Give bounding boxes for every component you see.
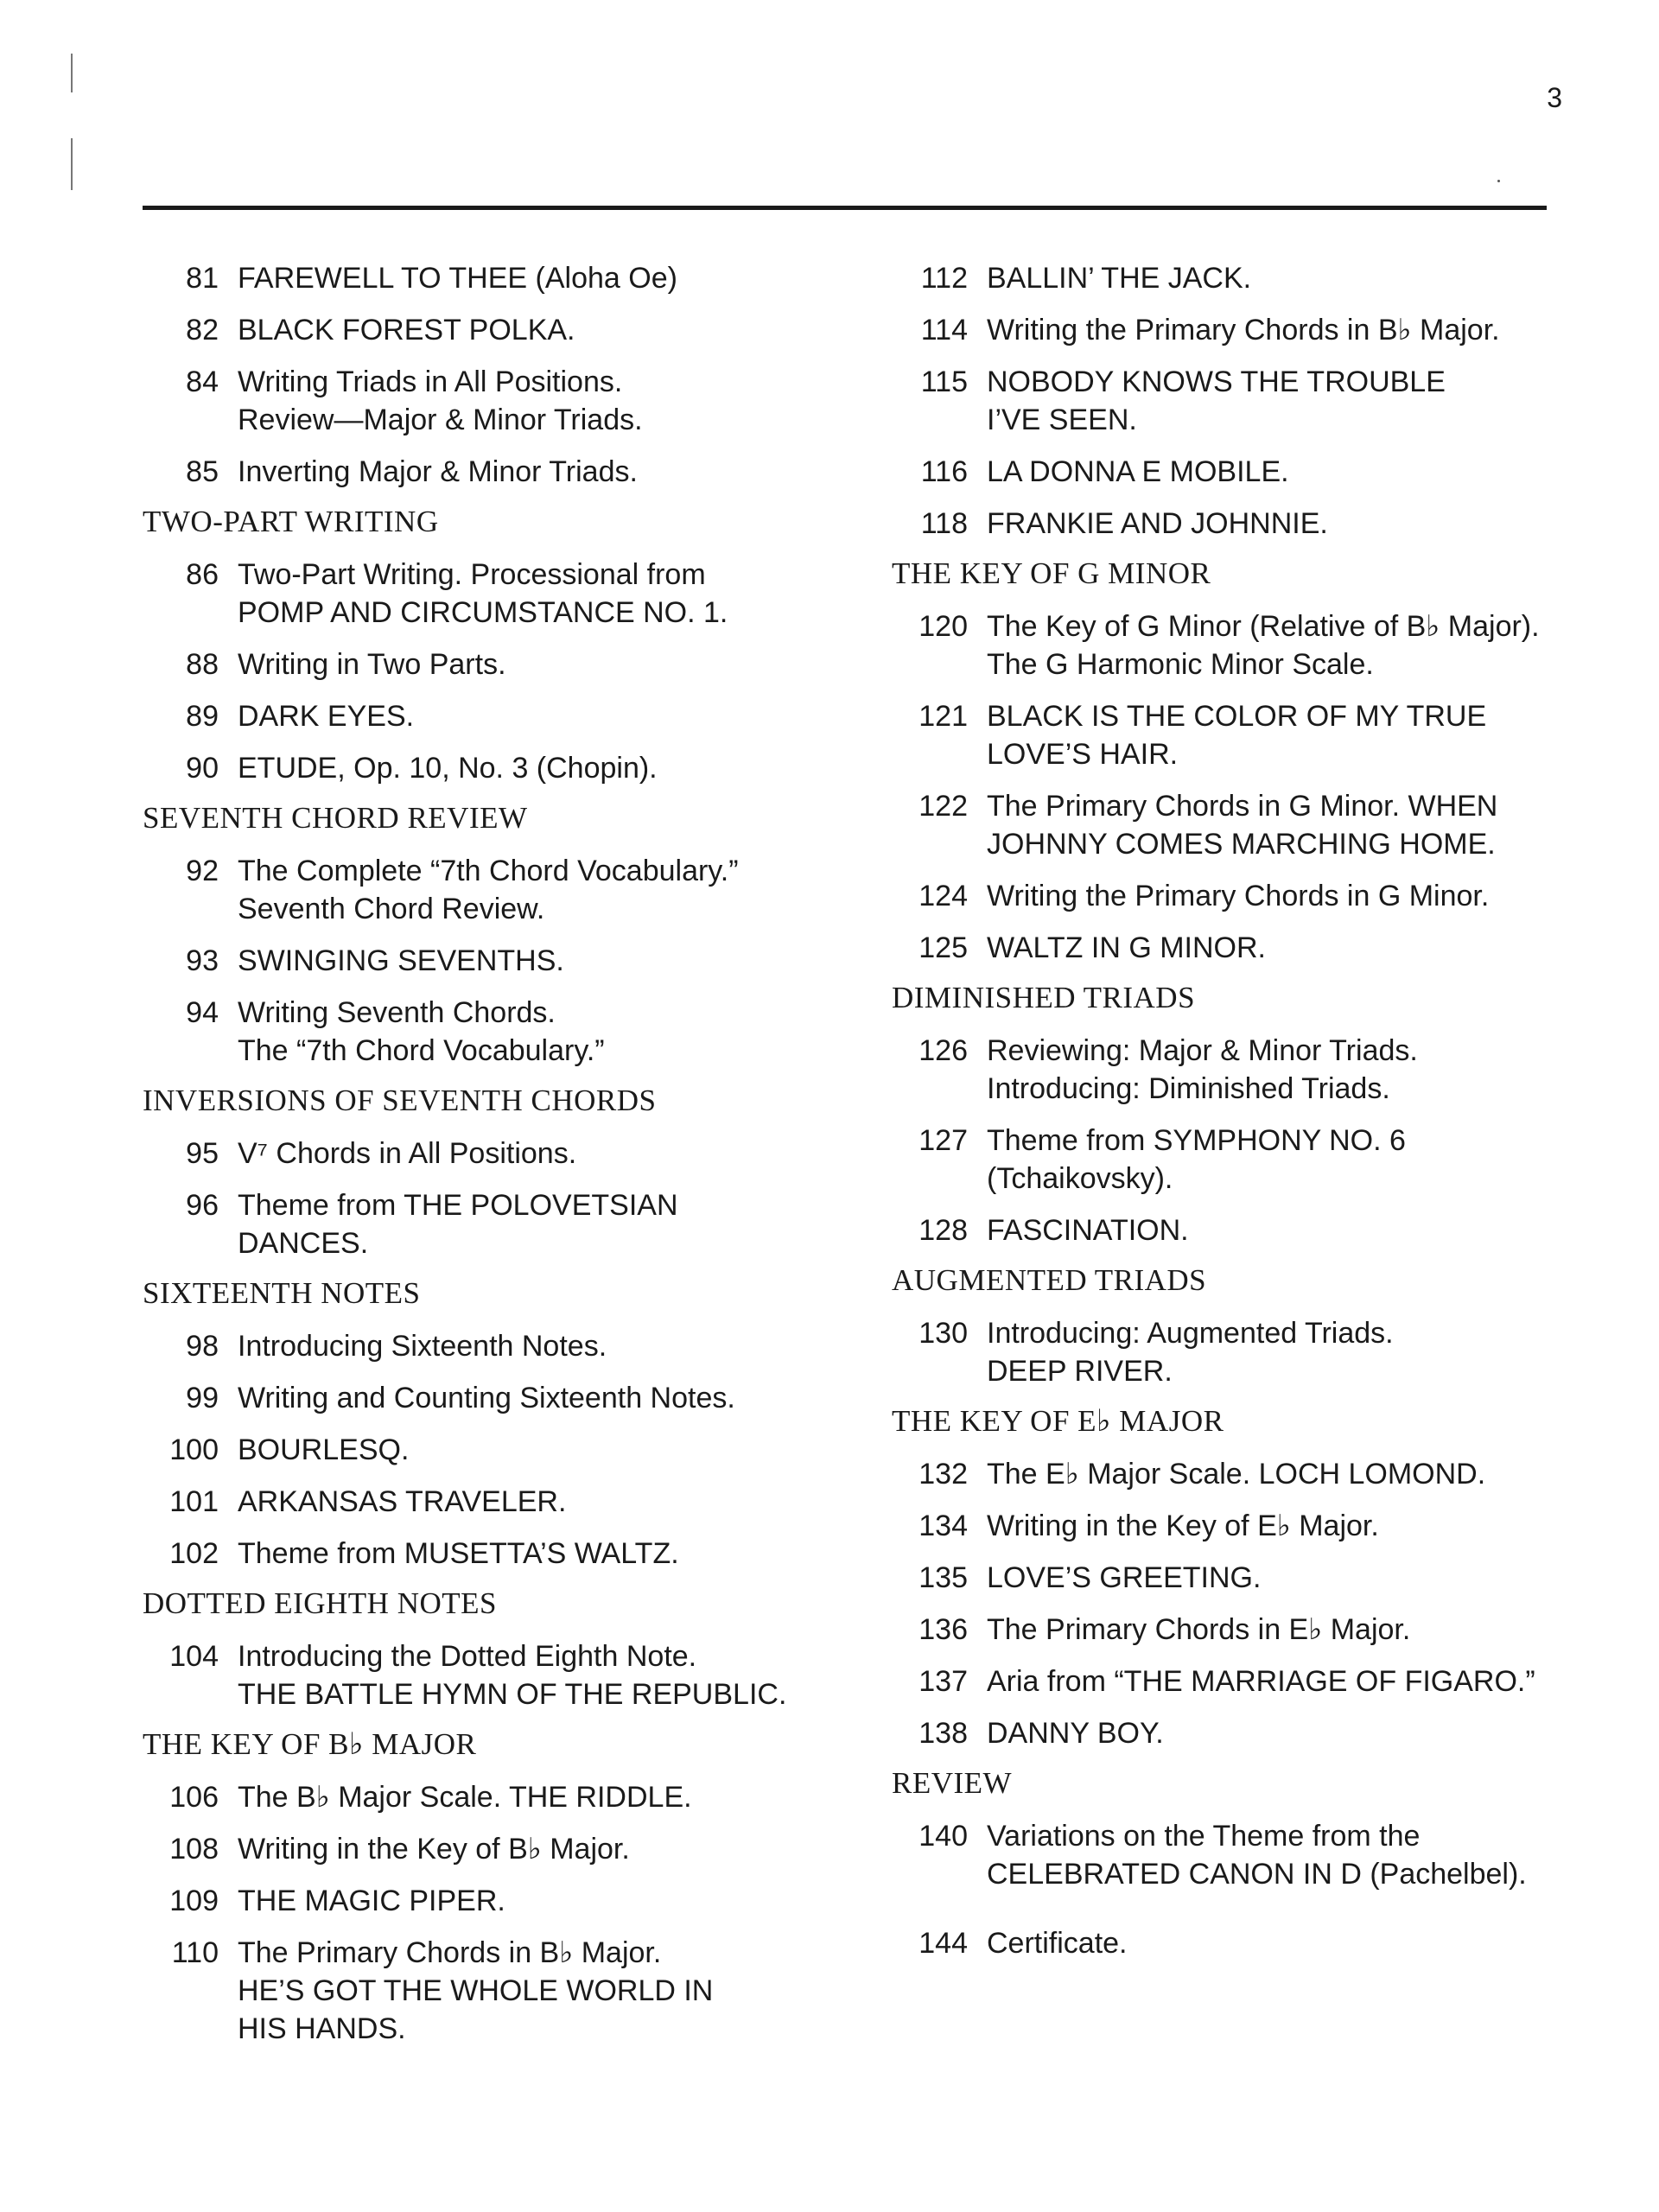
entry-title	[987, 1507, 1573, 1545]
page-ref-number: 85	[186, 455, 219, 488]
toc-entry	[141, 1483, 867, 1521]
entry-title	[238, 852, 867, 928]
toc-entry	[890, 505, 1573, 543]
entry-title	[987, 1559, 1573, 1597]
page-ref-number: 140	[918, 1820, 968, 1853]
toc-entry	[141, 1535, 867, 1573]
entry-title-line: Writing in the Key of B♭ Major.	[238, 1833, 630, 1866]
entry-title-line: The E♭ Major Scale. LOCH LOMOND.	[987, 1458, 1486, 1491]
entry-title-line: THE BATTLE HYMN OF THE REPUBLIC.	[238, 1678, 787, 1711]
entry-title-line: Introducing the Dotted Eighth Note.	[238, 1640, 697, 1673]
entry-title-line: HIS HANDS.	[238, 2012, 406, 2045]
entry-title-line: BLACK IS THE COLOR OF MY TRUE	[987, 700, 1487, 733]
entry-title-line: Inverting Major & Minor Triads.	[238, 455, 638, 488]
entry-title-line: Writing the Primary Chords in G Minor.	[987, 880, 1490, 912]
toc-entry	[890, 1611, 1573, 1649]
entry-title-line: THE MAGIC PIPER.	[238, 1885, 505, 1917]
toc-entry	[141, 697, 867, 735]
toc-entry	[890, 363, 1573, 439]
entry-title-line: LA DONNA E MOBILE.	[987, 455, 1289, 488]
section-heading: TWO-PART WRITING	[143, 505, 439, 538]
entry-title-line: Two-Part Writing. Processional from	[238, 558, 706, 591]
entry-title-line: DANCES.	[238, 1227, 369, 1260]
page-ref-number: 96	[186, 1189, 219, 1222]
entry-title-line: BLACK FOREST POLKA.	[238, 314, 575, 346]
toc-entry	[141, 749, 867, 787]
entry-title-line: The Primary Chords in E♭ Major.	[987, 1613, 1411, 1646]
toc-entry	[890, 1314, 1573, 1390]
page-ref-number: 106	[169, 1781, 219, 1814]
entry-title	[238, 1186, 867, 1262]
toc-entry	[890, 787, 1573, 863]
entry-title	[987, 877, 1573, 915]
toc-entry	[141, 1135, 867, 1173]
page-ref-number: 130	[918, 1317, 968, 1350]
entry-title-line: ETUDE, Op. 10, No. 3 (Chopin).	[238, 752, 658, 785]
entry-title-line: LOVE’S GREETING.	[987, 1561, 1262, 1594]
entry-title-line: BOURLESQ.	[238, 1433, 410, 1466]
page-ref-number: 88	[186, 648, 219, 681]
entry-title	[987, 1817, 1573, 1893]
toc-entry	[141, 453, 867, 491]
scan-speck	[1497, 180, 1500, 182]
page-ref-number: 128	[918, 1214, 968, 1247]
entry-title	[987, 1714, 1573, 1752]
entry-title	[987, 929, 1573, 967]
page-ref-number: 110	[171, 1936, 219, 1969]
page-ref-number: 104	[169, 1640, 219, 1673]
entry-title	[987, 453, 1573, 491]
page-number: 3	[1547, 82, 1562, 113]
entry-title	[987, 1611, 1573, 1649]
entry-title	[987, 363, 1573, 439]
entry-title-line: LOVE’S HAIR.	[987, 738, 1179, 771]
toc-entry	[141, 1934, 867, 2048]
toc-entry	[141, 1778, 867, 1816]
entry-title-line: Seventh Chord Review.	[238, 893, 545, 925]
entry-title-line: The Complete “7th Chord Vocabulary.”	[238, 855, 739, 887]
page-ref-number: 101	[169, 1485, 219, 1518]
entry-title-line: Introducing: Augmented Triads.	[987, 1317, 1394, 1350]
page-ref-number: 127	[918, 1124, 968, 1157]
entry-title	[238, 1379, 867, 1417]
page-ref-number: 115	[920, 365, 968, 398]
toc-entry	[141, 1379, 867, 1417]
entry-title-line: POMP AND CIRCUMSTANCE NO. 1.	[238, 596, 728, 629]
toc-entry	[890, 1122, 1573, 1198]
toc-entry	[890, 1507, 1573, 1545]
toc-entry	[890, 453, 1573, 491]
entry-title	[238, 556, 867, 632]
section-heading: DOTTED EIGHTH NOTES	[143, 1586, 497, 1620]
entry-title-line: The Key of G Minor (Relative of B♭ Major).	[987, 610, 1540, 643]
section-heading: THE KEY OF B♭ MAJOR	[143, 1727, 477, 1761]
page-ref-number: 94	[186, 996, 219, 1029]
toc-entry	[141, 1327, 867, 1365]
entry-title	[987, 1662, 1573, 1700]
page-ref-number: 89	[186, 700, 219, 733]
entry-title	[238, 1778, 867, 1816]
entry-title-line: JOHNNY COMES MARCHING HOME.	[987, 828, 1496, 861]
entry-title-line: DARK EYES.	[238, 700, 415, 733]
section-heading: INVERSIONS OF SEVENTH CHORDS	[143, 1084, 657, 1117]
page-ref-number: 82	[186, 314, 219, 346]
entry-title	[238, 994, 867, 1070]
entry-title	[238, 697, 867, 735]
toc-entry	[141, 994, 867, 1070]
entry-title-line: I’VE SEEN.	[987, 404, 1137, 436]
entry-title-line: The Primary Chords in B♭ Major.	[238, 1936, 662, 1969]
toc-entry	[141, 1882, 867, 1920]
page-ref-number: 126	[918, 1034, 968, 1067]
toc-right-column	[890, 259, 1573, 1976]
toc-entry	[141, 1186, 867, 1262]
entry-title-line: Introducing: Diminished Triads.	[987, 1072, 1390, 1105]
page-ref-number: 122	[918, 790, 968, 823]
section-heading: THE KEY OF G MINOR	[892, 556, 1211, 590]
entry-title-line: CELEBRATED CANON IN D (Pachelbel).	[987, 1858, 1527, 1891]
page-ref-number: 109	[169, 1885, 219, 1917]
section-heading: REVIEW	[892, 1766, 1013, 1800]
page-ref-number: 90	[186, 752, 219, 785]
entry-title-line: Variations on the Theme from the	[987, 1820, 1421, 1853]
entry-title	[238, 645, 867, 683]
entry-title	[987, 311, 1573, 349]
page-ref-number: 108	[169, 1833, 219, 1866]
entry-title-line: Reviewing: Major & Minor Triads.	[987, 1034, 1418, 1067]
toc-entry	[890, 1032, 1573, 1108]
entry-title-line: ARKANSAS TRAVELER.	[238, 1485, 567, 1518]
binding-mark-top	[71, 54, 73, 92]
entry-title-line: Review—Major & Minor Triads.	[238, 404, 643, 436]
page-ref-number: 134	[918, 1510, 968, 1542]
entry-title-line: FRANKIE AND JOHNNIE.	[987, 507, 1328, 540]
toc-entry	[141, 1431, 867, 1469]
entry-title	[987, 1455, 1573, 1493]
entry-title-line: Theme from SYMPHONY NO. 6	[987, 1124, 1406, 1157]
entry-title-line: WALTZ IN G MINOR.	[987, 931, 1266, 964]
entry-title-line: BALLIN’ THE JACK.	[987, 262, 1252, 295]
entry-title-line: Theme from MUSETTA’S WALTZ.	[238, 1537, 679, 1570]
page-ref-number: 86	[186, 558, 219, 591]
entry-title-line: NOBODY KNOWS THE TROUBLE	[987, 365, 1446, 398]
entry-title	[238, 363, 867, 439]
toc-left-column	[141, 259, 867, 2062]
entry-title	[238, 1135, 867, 1173]
toc-entry	[890, 1924, 1573, 1962]
page-ref-number: 118	[920, 507, 968, 540]
entry-title	[987, 505, 1573, 543]
section-heading: SEVENTH CHORD REVIEW	[143, 801, 528, 835]
page-ref-number: 137	[918, 1665, 968, 1698]
page-ref-number: 102	[169, 1537, 219, 1570]
entry-title-line: The B♭ Major Scale. THE RIDDLE.	[238, 1781, 692, 1814]
entry-title-line: Writing in Two Parts.	[238, 648, 506, 681]
toc-entry	[890, 1662, 1573, 1700]
page-ref-number: 144	[918, 1927, 968, 1960]
entry-title	[987, 1314, 1573, 1390]
toc-entry	[141, 1637, 867, 1713]
toc-entry	[141, 852, 867, 928]
entry-title-line: Theme from THE POLOVETSIAN	[238, 1189, 678, 1222]
entry-title	[238, 1934, 867, 2048]
page-ref-number: 100	[169, 1433, 219, 1466]
toc-entry	[141, 311, 867, 349]
toc-entry	[141, 1830, 867, 1868]
entry-title	[238, 1882, 867, 1920]
page-ref-number: 135	[918, 1561, 968, 1594]
toc-entry	[141, 556, 867, 632]
page-ref-number: 114	[920, 314, 968, 346]
page-ref-number: 125	[918, 931, 968, 964]
page-ref-number: 93	[186, 944, 219, 977]
entry-title-line: Writing Seventh Chords.	[238, 996, 556, 1029]
entry-title-line: (Tchaikovsky).	[987, 1162, 1173, 1195]
entry-title-line: The Primary Chords in G Minor. WHEN	[987, 790, 1498, 823]
entry-title-line: The G Harmonic Minor Scale.	[987, 648, 1374, 681]
page-ref-number: 132	[918, 1458, 968, 1491]
entry-title	[987, 1211, 1573, 1249]
entry-title-line: Writing Triads in All Positions.	[238, 365, 623, 398]
toc-entry	[890, 607, 1573, 683]
section-heading: AUGMENTED TRIADS	[892, 1263, 1207, 1297]
entry-title	[238, 749, 867, 787]
entry-title	[238, 1327, 867, 1365]
toc-entry	[890, 929, 1573, 967]
entry-title	[238, 942, 867, 980]
entry-title	[987, 1122, 1573, 1198]
page-ref-number: 121	[918, 700, 968, 733]
toc-entry	[890, 259, 1573, 297]
entry-title-line: V⁷ Chords in All Positions.	[238, 1137, 577, 1170]
toc-entry	[890, 1211, 1573, 1249]
page-ref-number: 92	[186, 855, 219, 887]
entry-title	[238, 259, 867, 297]
entry-title-line: The “7th Chord Vocabulary.”	[238, 1034, 605, 1067]
page-ref-number: 84	[186, 365, 219, 398]
entry-title-line: FAREWELL TO THEE (Aloha Oe)	[238, 262, 677, 295]
section-heading: DIMINISHED TRIADS	[892, 981, 1196, 1014]
binding-mark-bottom	[71, 138, 73, 190]
toc-entry	[890, 697, 1573, 773]
page-ref-number: 116	[920, 455, 968, 488]
entry-title	[987, 259, 1573, 297]
page-ref-number: 124	[918, 880, 968, 912]
page-ref-number: 81	[186, 262, 219, 295]
header-rule	[143, 206, 1547, 210]
section-heading: SIXTEENTH NOTES	[143, 1276, 421, 1310]
entry-title-line: Writing the Primary Chords in B♭ Major.	[987, 314, 1500, 346]
entry-title	[238, 453, 867, 491]
entry-title-line: Writing and Counting Sixteenth Notes.	[238, 1382, 735, 1414]
entry-title-line: DANNY BOY.	[987, 1717, 1164, 1750]
toc-entry	[890, 1817, 1573, 1893]
entry-title	[987, 1924, 1573, 1962]
toc-entry	[890, 1559, 1573, 1597]
entry-title	[238, 1483, 867, 1521]
entry-title	[987, 1032, 1573, 1108]
page-ref-number: 95	[186, 1137, 219, 1170]
entry-title-line: FASCINATION.	[987, 1214, 1189, 1247]
entry-title	[238, 311, 867, 349]
page-ref-number: 98	[186, 1330, 219, 1363]
toc-entry	[890, 311, 1573, 349]
entry-title-line: HE’S GOT THE WHOLE WORLD IN	[238, 1974, 714, 2007]
toc-entry	[890, 877, 1573, 915]
page-ref-number: 112	[920, 262, 968, 295]
entry-title	[238, 1637, 867, 1713]
toc-entry	[141, 259, 867, 297]
section-heading: THE KEY OF E♭ MAJOR	[892, 1404, 1224, 1438]
toc-entry	[141, 645, 867, 683]
toc-entry	[141, 363, 867, 439]
entry-title-line: DEEP RIVER.	[987, 1355, 1173, 1388]
toc-entry	[890, 1714, 1573, 1752]
entry-title	[238, 1830, 867, 1868]
page-ref-number: 99	[186, 1382, 219, 1414]
toc-entry	[141, 942, 867, 980]
page-ref-number: 120	[918, 610, 968, 643]
entry-title-line: SWINGING SEVENTHS.	[238, 944, 564, 977]
entry-title-line: Writing in the Key of E♭ Major.	[987, 1510, 1379, 1542]
page-ref-number: 138	[918, 1717, 968, 1750]
entry-title-line: Certificate.	[987, 1927, 1128, 1960]
entry-title	[987, 787, 1573, 863]
entry-title-line: Aria from “THE MARRIAGE OF FIGARO.”	[987, 1665, 1535, 1698]
entry-title	[987, 697, 1573, 773]
page-ref-number: 136	[918, 1613, 968, 1646]
entry-title	[987, 607, 1573, 683]
entry-title	[238, 1431, 867, 1469]
entry-title-line: Introducing Sixteenth Notes.	[238, 1330, 607, 1363]
entry-title	[238, 1535, 867, 1573]
toc-entry	[890, 1455, 1573, 1493]
